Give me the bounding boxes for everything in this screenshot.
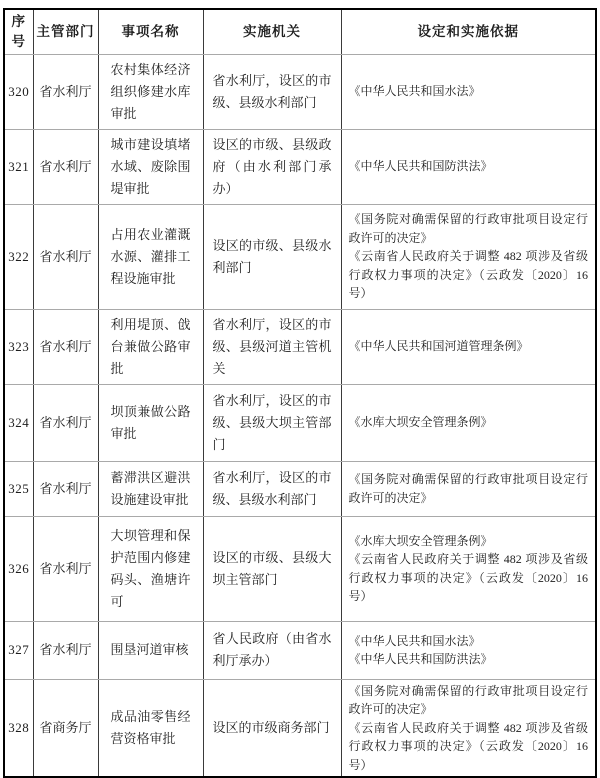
cell-serial-number: 322 [4, 204, 33, 309]
cell-implementing-agency: 省人民政府（由省水利厅承办） [203, 621, 341, 679]
cell-serial-number: 324 [4, 384, 33, 461]
cell-basis [341, 621, 596, 679]
basis-entry: 《国务院对确需保留的行政审批项目设定行政许可的决定》 [348, 212, 588, 245]
cell-implementing-agency: 省水利厅，设区的市级、县级河道主管机关 [203, 309, 341, 384]
basis-entry: 《中华人民共和国防洪法》 [348, 159, 493, 174]
cell-basis [341, 384, 596, 461]
table-row [4, 461, 596, 516]
cell-item-name: 成品油零售经营资格审批 [98, 679, 203, 777]
cell-serial-number: 327 [4, 621, 33, 679]
cell-serial-number: 323 [4, 309, 33, 384]
header-basis: 设定和实施依据 [341, 9, 596, 54]
cell-implementing-agency: 设区的市级商务部门 [203, 679, 341, 777]
cell-department: 省水利厅 [33, 54, 98, 129]
cell-item-name: 占用农业灌溉水源、灌排工程设施审批 [98, 204, 203, 309]
table-row [4, 621, 596, 679]
cell-basis [341, 679, 596, 777]
cell-serial-number: 325 [4, 461, 33, 516]
basis-entry: 《水库大坝安全管理条例》 [348, 415, 493, 430]
cell-implementing-agency: 设区的市级、县级水利部门 [203, 204, 341, 309]
cell-department: 省水利厅 [33, 309, 98, 384]
basis-entry: 《云南省人民政府关于调整 482 项涉及省级行政权力事项的决定》（云政发〔2020〕16 号） [348, 552, 588, 603]
table-row [4, 309, 596, 384]
cell-serial-number: 326 [4, 516, 33, 621]
basis-entry: 《国务院对确需保留的行政审批项目设定行政许可的决定》 [348, 683, 588, 716]
table-row [4, 204, 596, 309]
basis-entry: 《中华人民共和国防洪法》 [348, 652, 493, 666]
cell-department: 省商务厅 [33, 679, 98, 777]
cell-serial-number: 320 [4, 54, 33, 129]
header-implementing-agency: 实施机关 [203, 9, 341, 54]
cell-basis [341, 461, 596, 516]
cell-item-name: 利用堤顶、戗台兼做公路审批 [98, 309, 203, 384]
header-department: 主管部门 [33, 9, 98, 54]
cell-department: 省水利厅 [33, 516, 98, 621]
approval-items-table [3, 8, 597, 778]
cell-department: 省水利厅 [33, 461, 98, 516]
cell-basis [341, 516, 596, 621]
header-item-name: 事项名称 [98, 9, 203, 54]
table-row [4, 516, 596, 621]
cell-department: 省水利厅 [33, 384, 98, 461]
cell-implementing-agency: 省水利厅，设区的市级、县级水利部门 [203, 461, 341, 516]
cell-serial-number: 321 [4, 129, 33, 204]
cell-basis [341, 129, 596, 204]
cell-implementing-agency: 省水利厅，设区的市级、县级大坝主管部门 [203, 384, 341, 461]
table-row [4, 384, 596, 461]
table-header-row [4, 9, 596, 54]
cell-department: 省水利厅 [33, 129, 98, 204]
cell-implementing-agency: 设区的市级、县级政府（由水利部门承办） [203, 129, 341, 204]
basis-entry: 《中华人民共和国水法》 [348, 84, 481, 99]
cell-item-name: 蓄滞洪区避洪设施建设审批 [98, 461, 203, 516]
cell-serial-number: 328 [4, 679, 33, 777]
table-row [4, 679, 596, 777]
cell-item-name: 大坝管理和保护范围内修建码头、渔塘许可 [98, 516, 203, 621]
cell-implementing-agency: 设区的市级、县级大坝主管部门 [203, 516, 341, 621]
basis-entry: 《云南省人民政府关于调整 482 项涉及省级行政权力事项的决定》（云政发〔2020〕16 号） [348, 720, 588, 772]
header-serial-number: 序号 [4, 9, 33, 54]
cell-item-name: 农村集体经济组织修建水库审批 [98, 54, 203, 129]
basis-entry: 《水库大坝安全管理条例》 [348, 533, 493, 548]
cell-item-name: 围垦河道审核 [98, 621, 203, 679]
cell-implementing-agency: 省水利厅，设区的市级、县级水利部门 [203, 54, 341, 129]
cell-item-name: 城市建设填堵水域、废除围堤审批 [98, 129, 203, 204]
cell-item-name: 坝顶兼做公路审批 [98, 384, 203, 461]
basis-entry: 《国务院对确需保留的行政审批项目设定行政许可的决定》 [348, 472, 588, 505]
cell-basis [341, 204, 596, 309]
basis-entry: 《云南省人民政府关于调整 482 项涉及省级行政权力事项的决定》（云政发〔2020〕16 号） [348, 249, 588, 301]
cell-basis [341, 54, 596, 129]
table-row [4, 129, 596, 204]
cell-department: 省水利厅 [33, 621, 98, 679]
cell-department: 省水利厅 [33, 204, 98, 309]
cell-basis [341, 309, 596, 384]
basis-entry: 《中华人民共和国河道管理条例》 [348, 339, 529, 354]
basis-entry: 《中华人民共和国水法》 [348, 633, 481, 648]
table-row [4, 54, 596, 129]
